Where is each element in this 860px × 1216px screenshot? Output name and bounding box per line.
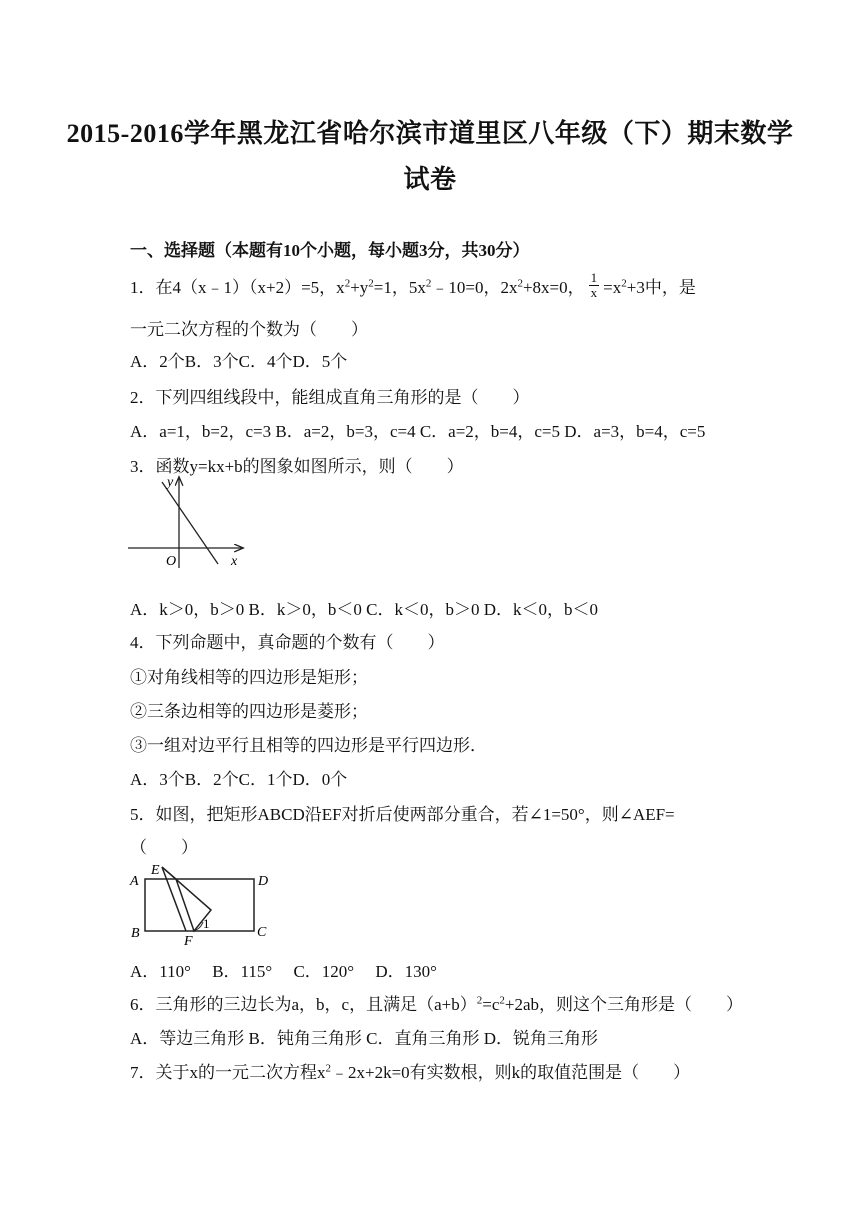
x-axis-label: x — [231, 554, 238, 569]
question-4-options: A．3个B．2个C．1个D．0个 — [130, 770, 348, 789]
question-1-options: A．2个B．3个C．4个D．5个 — [130, 352, 348, 371]
question-6-stem: 6．三角形的三边长为a，b，c，且满足$(a+b)^2=c^2+2ab$，则这个三角形是（ ） — [130, 994, 744, 1014]
question-1-stem-cont: 一元二次方程的个数为（ ） — [130, 320, 368, 339]
folded-rectangle-figure — [128, 860, 274, 946]
question-4-statement-1: ①对角线相等的四边形是矩形； — [130, 668, 368, 687]
question-7-stem: 7．关于x的一元二次方程$x^2﹣2x+2k=0$有实数根，则k的取值范围是（ ） — [130, 1062, 691, 1082]
question-3-options: A．k＞0，b＞0 B．k＞0，b＜0 C．k＜0，b＞0 D．k＜0，b＜0 — [130, 600, 598, 619]
question-5-stem: 5．如图，把矩形ABCD沿EF对折后使两部分重合，若∠1=50°，则∠AEF= — [130, 805, 675, 824]
function-line — [162, 482, 218, 564]
question-3-stem: 3．函数y=kx+b的图象如图所示，则（ ） — [130, 457, 464, 476]
y-axis-label: y — [167, 475, 174, 490]
question-1-stem: 1．在4（x﹣1）（x+2）=5，$x^2+y^2=1$，$5x^2﹣10=0$，$2x^2+8x=0$， $\frac{1}{x}$ $=x^2+3$中，是 — [130, 269, 696, 300]
page-title: 2015-2016学年黑龙江省哈尔滨市道里区八年级（下）期末数学 — [66, 119, 794, 148]
label-b: B — [131, 926, 140, 941]
question-4-statement-3: ③一组对边平行且相等的四边形是平行四边形． — [130, 736, 487, 755]
section-heading: 一、选择题（本题有10个小题，每小题3分，共30分） — [130, 241, 530, 260]
question-4-stem: 4．下列命题中，真命题的个数有（ ） — [130, 633, 445, 652]
question-2-options: A．a=1，b=2，c=3 B．a=2，b=3，c=4 C．a=2，b=4，c=5 D．a=3，b=4，c=5 — [130, 422, 706, 441]
label-angle-1: 1 — [203, 916, 210, 931]
page-title-line2: 试卷 — [403, 165, 457, 194]
linear-function-graph — [126, 474, 250, 570]
fraction-1-over-x: $\frac{1}{x}$ — [590, 269, 598, 300]
label-d: D — [258, 874, 269, 889]
question-2-stem: 2．下列四组线段中，能组成直角三角形的是（ ） — [130, 388, 530, 407]
label-e: E — [151, 863, 160, 878]
question-5-stem-cont: （ ） — [130, 838, 198, 857]
question-4-statement-2: ②三条边相等的四边形是菱形； — [130, 702, 368, 721]
question-6-options: A．等边三角形 B．钝角三角形 C．直角三角形 D．锐角三角形 — [130, 1029, 598, 1048]
label-a: A — [130, 874, 139, 889]
label-f: F — [184, 934, 193, 946]
question-5-options: A．110° B．115° C．120° D．130° — [130, 962, 437, 981]
label-c: C — [257, 925, 267, 940]
origin-label: O — [166, 554, 177, 569]
